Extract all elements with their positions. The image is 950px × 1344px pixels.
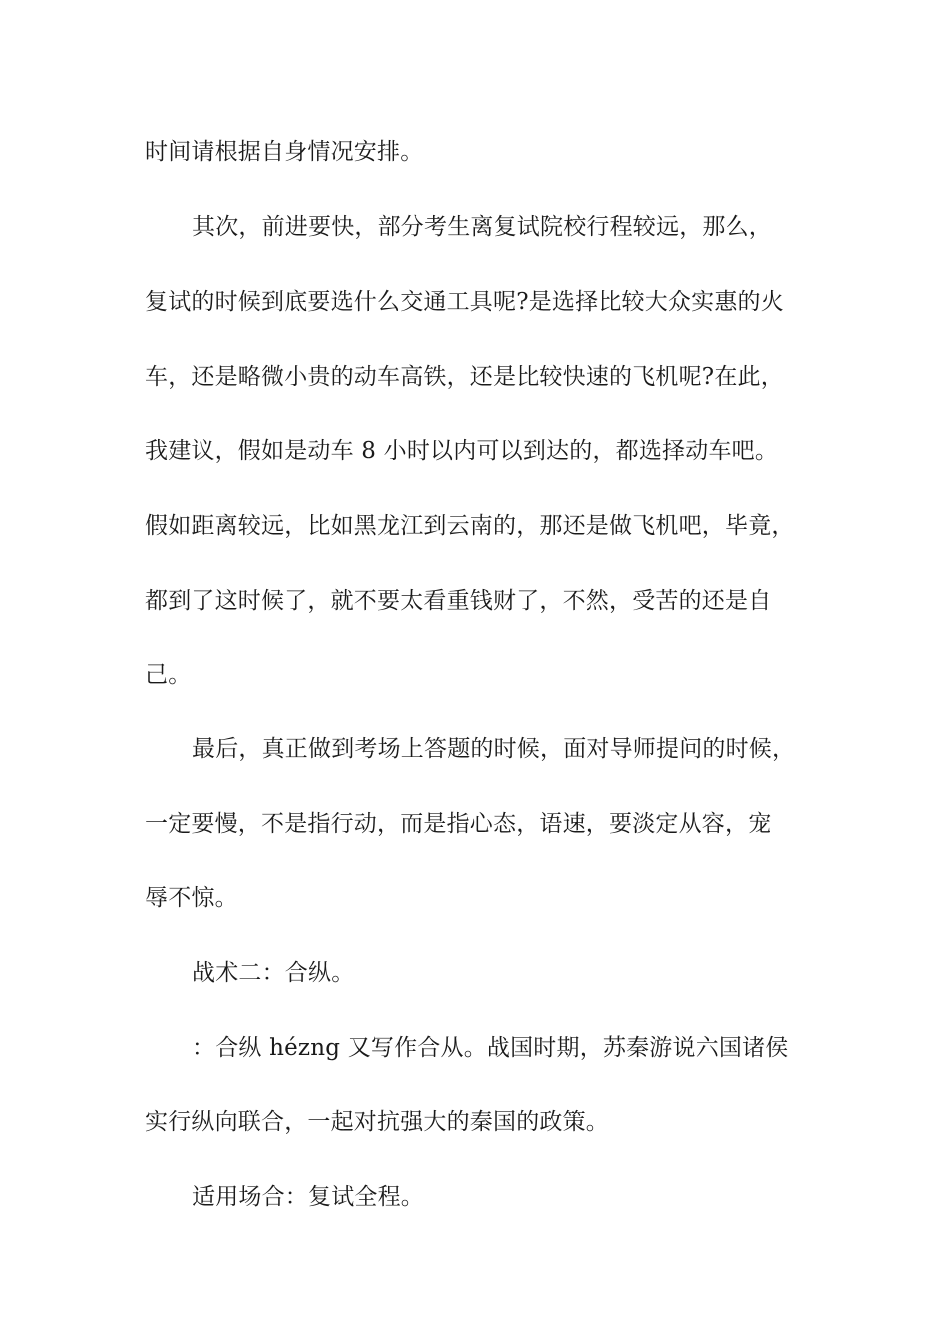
text-line: 己。 bbox=[145, 662, 192, 688]
text-line: 辱不惊。 bbox=[145, 885, 238, 911]
text-line: 车，还是略微小贵的动车高铁，还是比较快速的飞机呢?在此， bbox=[145, 364, 784, 390]
text-line: 最后，真正做到考场上答题的时候，面对导师提问的时候， bbox=[192, 736, 796, 762]
text-line: 实行纵向联合，一起对抗强大的秦国的政策。 bbox=[145, 1109, 609, 1135]
text-line: 一定要慢，不是指行动，而是指心态，语速，要淡定从容，宠 bbox=[145, 811, 772, 837]
text-line: 其次，前进要快，部分考生离复试院校行程较远，那么， bbox=[192, 214, 772, 240]
text-line: ：合纵 hézng 又写作合从。战国时期，苏秦游说六国诸侯 bbox=[192, 1035, 789, 1061]
text-line: 时间请根据自身情况安排。 bbox=[145, 139, 424, 165]
text-line: 我建议，假如是动车 8 小时以内可以到达的，都选择动车吧。 bbox=[145, 438, 779, 464]
section-heading: 战术二：合纵。 bbox=[192, 960, 355, 986]
text-line: 假如距离较远，比如黑龙江到云南的，那还是做飞机吧，毕竟， bbox=[145, 513, 795, 539]
text-line: 适用场合：复试全程。 bbox=[192, 1184, 424, 1210]
text-line: 都到了这时候了，就不要太看重钱财了，不然，受苦的还是自 bbox=[145, 588, 772, 614]
text-line: 复试的时候到底要选什么交通工具呢?是选择比较大众实惠的火 bbox=[145, 289, 784, 315]
